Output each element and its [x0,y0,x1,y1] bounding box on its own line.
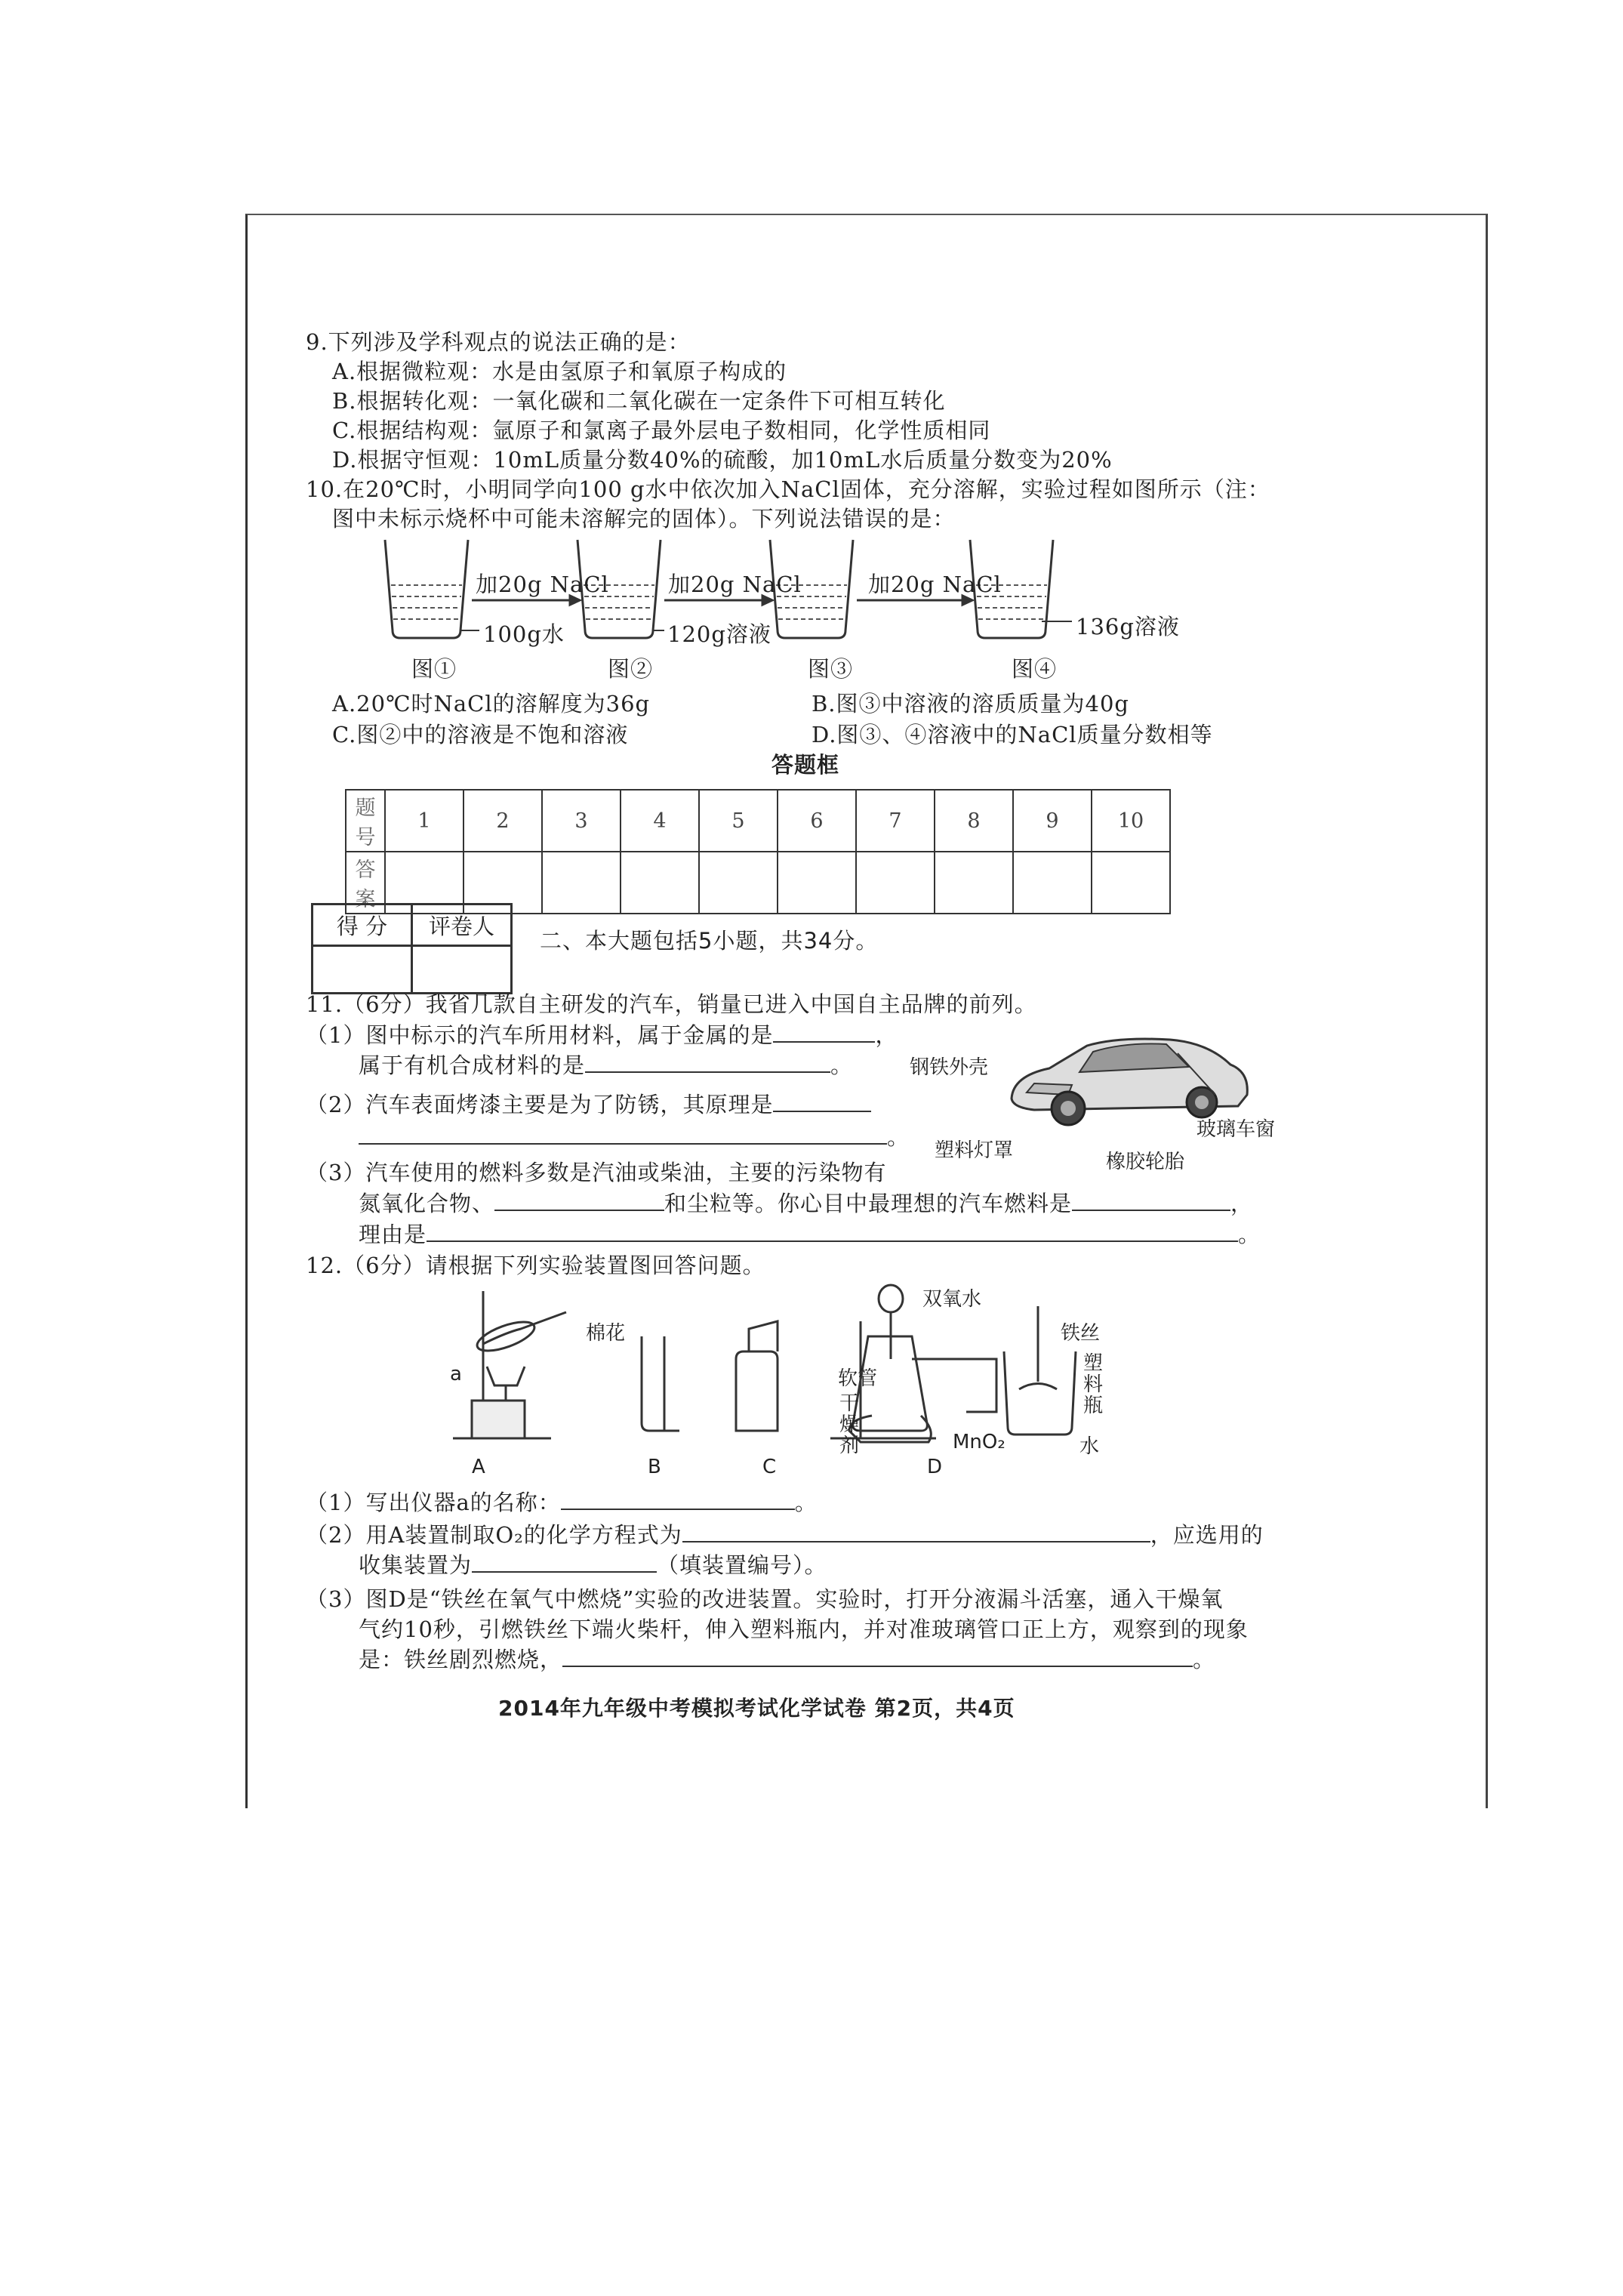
q12-part2b: 收集装置为 （填装置编号）。 [359,1552,827,1578]
answer-number-cell: 10 [1092,790,1170,852]
q11-part1b: 属于有机合成材料的是 。 [359,1052,854,1078]
label-plastic-1: 塑 [1083,1352,1104,1375]
q10-water-label: 100g水 [483,621,565,647]
q10-option-a: A.20℃时NaCl的溶解度为36g [332,691,651,717]
q12-collector-blank[interactable] [472,1553,657,1573]
q10-fig1-label: 图① [411,656,457,682]
answer-number-cell: 5 [699,790,778,852]
q12-apparatus-figure [438,1276,1117,1457]
answer-table-number-row [346,790,1170,852]
q10-add-label-1: 加20g NaCl [476,572,609,597]
q9-option-d: D.根据守恒观：10mL质量分数40%的硫酸，加10mL水后质量分数变为20% [332,447,1113,473]
q9-option-a: A.根据微粒观：水是由氢原子和氧原子构成的 [332,359,787,384]
answer-cell-9[interactable] [1013,852,1092,914]
q12-part2a: （2）用A装置制取O₂的化学方程式为 ，应选用的 [306,1522,1264,1548]
q9-option-c: C.根据结构观：氩原子和氯离子最外层电子数相同，化学性质相同 [332,418,991,443]
label-dry-3: 剂 [839,1435,860,1457]
label-apparatus-d: D [927,1456,943,1478]
answer-number-cell: 1 [385,790,463,852]
answer-table-head-answer: 答案 [346,852,385,914]
q10-add-label-3: 加20g NaCl [868,572,1002,597]
label-apparatus-b: B [648,1456,661,1478]
label-plastic-3: 瓶 [1083,1395,1104,1417]
q10-136g-label: 136g溶液 [1076,614,1180,639]
label-iron-wire: 铁丝 [1061,1322,1101,1345]
q10-fig2-label: 图② [608,656,654,682]
label-apparatus-c: C [762,1456,777,1478]
car-label-lamp: 塑料灯罩 [935,1139,1014,1162]
q11-part3c: 理由是 。 [359,1222,1261,1247]
q9-stem: 9.下列涉及学科观点的说法正确的是： [306,329,691,355]
q10-stem-line2: 图中未标示烧杯中可能未溶解完的固体）。下列说法错误的是： [332,506,956,532]
answer-cell-5[interactable] [699,852,778,914]
q9-option-b: B.根据转化观：一氧化碳和二氧化碳在一定条件下可相互转化 [332,388,946,414]
q10-120g-label: 120g溶液 [667,621,771,647]
answer-number-cell: 4 [621,790,699,852]
car-label-shell: 钢铁外壳 [910,1056,989,1079]
answer-number-cell: 6 [778,790,856,852]
answer-number-cell: 9 [1013,790,1092,852]
q11-rust-blank-1[interactable] [773,1093,871,1112]
q10-add-label-2: 加20g NaCl [668,572,802,597]
q11-pollutant-blank[interactable] [494,1191,664,1211]
grader-label: 评卷人 [412,905,512,946]
q12-part3-line1: （3）图D是“铁丝在氧气中燃烧”实验的改进装置。实验时，打开分液漏斗活塞，通入干燥氧 [306,1586,1224,1612]
label-a: a [450,1363,462,1385]
q11-part3b: 氮氧化合物、 和尘粒等。你心目中最理想的汽车燃料是 ， [359,1191,1254,1216]
q11-part3a: （3）汽车使用的燃料多数是汽油或柴油，主要的污染物有 [306,1160,887,1185]
answer-cell-6[interactable] [778,852,856,914]
q11-part2: （2）汽车表面烤漆主要是为了防锈，其原理是 [306,1091,871,1118]
q12-part3-line3: 是：铁丝剧烈燃烧， 。 [359,1647,1216,1672]
answer-number-cell: 8 [935,790,1013,852]
q11-part2-line2: 。 [359,1123,910,1151]
label-hose: 软管 [838,1367,878,1390]
answer-table [345,789,1171,914]
q11-metal-blank[interactable] [773,1023,875,1043]
label-h2o2: 双氧水 [922,1288,982,1311]
q11-synthetic-blank[interactable] [585,1053,830,1073]
q12-part3-line2: 气约10秒，引燃铁丝下端火柴杆，伸入塑料瓶内，并对准玻璃管口正上方，观察到的现象 [359,1616,1249,1642]
answer-cell-7[interactable] [856,852,935,914]
q12-phenomenon-blank[interactable] [562,1647,1193,1667]
answer-number-cell: 2 [463,790,542,852]
q11-fuel-blank[interactable] [1072,1191,1230,1211]
q12-equation-blank[interactable] [682,1523,1150,1542]
q10-fig4-label: 图④ [1012,656,1058,682]
section2-title: 二、本大题包括5小题，共34分。 [540,928,879,954]
label-cotton: 棉花 [586,1322,626,1345]
q10-stem-line1: 10.在20℃时，小明同学向100 g水中依次加入NaCl固体，充分溶解，实验过程如图所示（注： [306,476,1270,502]
q10-option-c: C.图②中的溶液是不饱和溶液 [332,722,629,747]
q11-rust-blank-2[interactable] [359,1125,887,1145]
q12-instrument-blank[interactable] [561,1490,795,1510]
score-label: 得 分 [313,905,412,946]
label-apparatus-a: A [472,1456,485,1478]
answer-table-head-number: 题号 [346,790,385,852]
answer-box-title: 答题框 [771,752,840,778]
score-cell [313,946,412,994]
answer-cell-4[interactable] [621,852,699,914]
answer-cell-10[interactable] [1092,852,1170,914]
q11-reason-blank[interactable] [427,1222,1238,1242]
grader-cell [412,946,512,994]
label-dry-2: 燥 [839,1413,860,1436]
q10-option-b: B.图③中溶液的溶质质量为40g [812,691,1129,717]
answer-number-cell: 7 [856,790,935,852]
q10-fig3-label: 图③ [808,656,854,682]
page-footer: 2014年九年级中考模拟考试化学试卷 第2页，共4页 [498,1696,1015,1721]
answer-number-cell: 3 [542,790,621,852]
label-mno2: MnO₂ [953,1431,1006,1453]
q11-part1a: （1）图中标示的汽车所用材料，属于金属的是 ， [306,1022,898,1048]
score-table [311,903,513,994]
q10-option-d: D.图③、④溶液中的NaCl质量分数相等 [812,722,1213,747]
car-label-window: 玻璃车窗 [1196,1118,1276,1141]
answer-cell-8[interactable] [935,852,1013,914]
label-dry-1: 干 [839,1392,860,1415]
answer-cell-3[interactable] [542,852,621,914]
q11-stem: 11.（6分）我省几款自主研发的汽车，销量已进入中国自主品牌的前列。 [306,991,1037,1017]
car-label-tire: 橡胶轮胎 [1106,1151,1185,1173]
label-plastic-2: 料 [1083,1373,1104,1396]
label-water: 水 [1079,1435,1100,1458]
q12-stem: 12.（6分）请根据下列实验装置图回答问题。 [306,1253,765,1278]
q12-part1: （1）写出仪器a的名称： 。 [306,1490,818,1515]
